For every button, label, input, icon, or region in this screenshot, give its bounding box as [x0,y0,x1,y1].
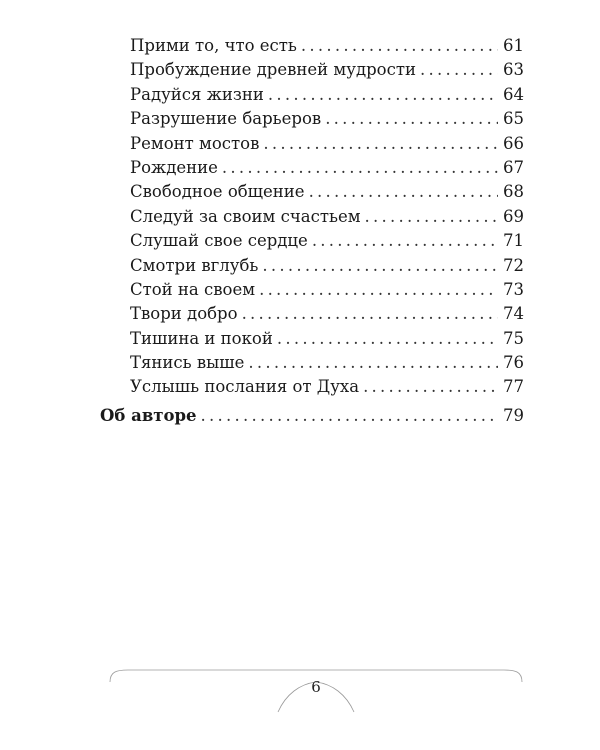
toc-entry [100,254,524,278]
toc-entry-page: 68 [503,182,524,202]
toc-entry-title: Тишина и покой [130,328,273,348]
toc-entry [100,302,524,326]
toc-entry-title: Смотри вглубь [130,255,259,275]
dot-leader [301,34,498,58]
toc-entry-title: Об авторе [100,405,197,425]
dot-leader [248,351,498,375]
toc-entry-page: 76 [503,353,524,373]
dot-leader [268,83,498,107]
table-of-contents [100,34,524,428]
toc-entry [100,351,524,375]
toc-entry-page: 67 [503,157,524,177]
dot-leader [312,229,498,253]
toc-entry [100,58,524,82]
toc-entry-page: 75 [503,328,524,348]
toc-entry-page: 71 [503,231,524,251]
toc-entry-page: 69 [503,206,524,226]
dot-leader [259,278,498,302]
dot-leader [242,302,498,326]
dot-leader [365,205,498,229]
toc-entry-title: Разрушение барьеров [130,109,322,129]
toc-entry-title: Твори добро [130,304,238,324]
dot-leader [263,132,498,156]
toc-entry [100,107,524,131]
toc-entry-page: 72 [503,255,524,275]
toc-entry-page: 73 [503,279,524,299]
dot-leader [309,180,498,204]
dot-leader [420,58,498,82]
toc-entry-title: Рождение [130,157,218,177]
toc-entry [100,205,524,229]
dot-leader [277,327,498,351]
toc-entry [100,278,524,302]
toc-entry-page: 65 [503,109,524,129]
toc-entry-title: Прими то, что есть [130,36,297,55]
toc-entry-title: Ремонт мостов [130,133,260,153]
toc-entry-page: 64 [503,84,524,104]
toc-entry-title: Пробуждение древней мудрости [130,60,416,80]
toc-entry-title: Стой на своем [130,279,256,299]
page-footer [108,660,524,720]
toc-entry [100,83,524,107]
dot-leader [222,156,498,180]
toc-entry-title: Следуй за своим счастьем [130,206,361,226]
toc-entry [100,132,524,156]
toc-entry [100,34,524,58]
toc-entry-about-author [100,404,524,428]
toc-entry-page: 74 [503,304,524,324]
dot-leader [325,107,498,131]
toc-entry [100,327,524,351]
toc-entry-title: Свободное общение [130,182,305,202]
toc-entry-title: Тянись выше [130,353,245,373]
toc-entry-title: Услышь послания от Духа [130,377,360,397]
toc-entry-title: Слушай свое сердце [130,231,308,251]
toc-entry-page: 63 [503,60,524,80]
dot-leader [262,254,498,278]
dot-leader [201,404,498,428]
toc-entry-page: 77 [503,377,524,397]
dot-leader [363,375,498,399]
toc-entry-page: 61 [503,36,524,55]
toc-entry [100,156,524,180]
toc-entry-page: 79 [503,405,524,425]
toc-entry [100,180,524,204]
toc-entry [100,229,524,253]
toc-entry-page: 66 [503,133,524,153]
page-number: 6 [311,678,321,696]
toc-entry-title: Радуйся жизни [130,84,264,104]
toc-entry [100,375,524,399]
